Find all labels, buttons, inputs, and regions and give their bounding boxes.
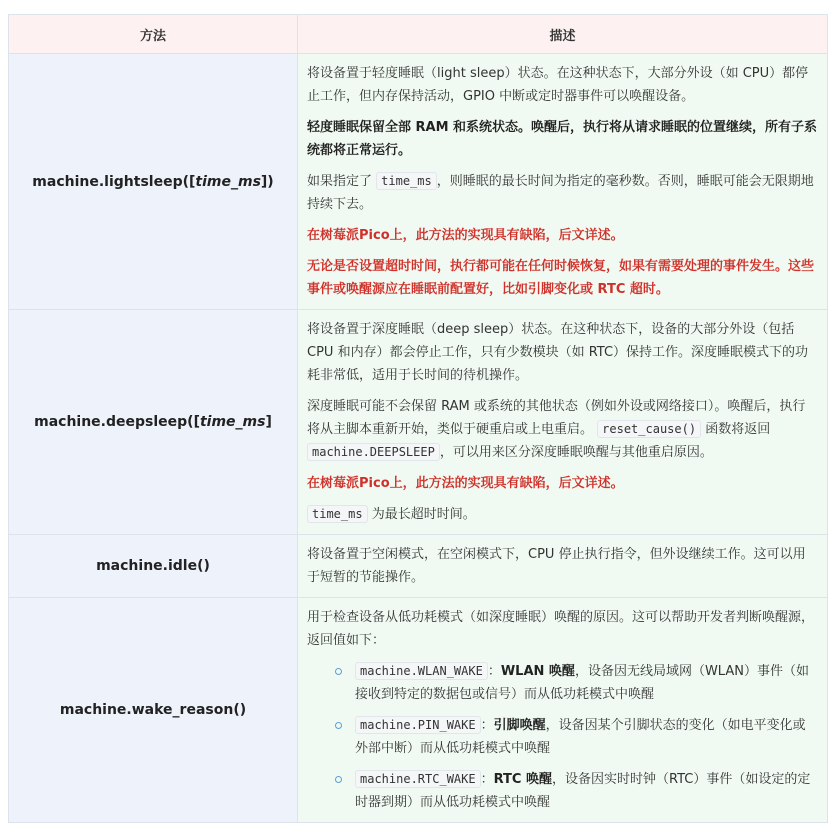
text: 函数将返回 [701, 422, 771, 437]
paragraph: 将设备置于深度睡眠（deep sleep）状态。在这种状态下，设备的大部分外设（包括 CPU 和内存）都会停止工作，只有少数模块（如 RTC）保持工作。深度睡眠模式下的功耗非常低，适用于长时间的待机操作。 [307, 322, 809, 383]
desc-wake-reason [298, 598, 828, 823]
desc-lightsleep [298, 54, 828, 310]
paragraph: 用于检查设备从低功耗模式（如深度睡眠）唤醒的原因。这可以帮助开发者判断唤醒源，返回值如下： [307, 610, 815, 648]
item-text: 设备因某个引脚状态的变化（如电平变化或外部中断）而从低功耗模式中唤醒 [355, 718, 806, 756]
warning-text: 在树莓派Pico上，此方法的实现具有缺陷，后文详述。 [307, 476, 624, 491]
method-arg: time_ms [195, 173, 261, 190]
table-row [9, 310, 828, 535]
paragraph [307, 170, 818, 216]
inline-code: reset_cause() [597, 420, 701, 438]
wake-reason-list [307, 660, 818, 814]
inline-code: machine.WLAN_WAKE [355, 662, 488, 680]
method-name: machine.deepsleep([ [34, 414, 200, 430]
bullet-icon [335, 776, 342, 783]
text: ，则睡眠的最长时间为指定的毫秒数。否则，睡眠可能会无限期地持续下去。 [307, 174, 814, 212]
item-text: 设备因无线局域网（WLAN）事件（如接收到特定的数据包或信号）而从低功耗模式中唤醒 [355, 664, 809, 702]
method-lightsleep [9, 54, 298, 310]
table-row [9, 598, 828, 823]
paragraph [307, 395, 818, 464]
inline-code: machine.RTC_WAKE [355, 770, 481, 788]
item-label: RTC 唤醒 [493, 772, 552, 787]
table-header-row [9, 15, 828, 54]
header-description: 描述 [298, 15, 828, 54]
inline-code: time_ms [376, 172, 437, 190]
text: 如果指定了 [307, 174, 377, 189]
header-method: 方法 [9, 15, 298, 54]
inline-code: time_ms [307, 505, 368, 523]
method-name: machine.lightsleep([ [32, 173, 196, 190]
text: 为最长超时时间。 [367, 507, 476, 522]
warning-text: 无论是否设置超时时间，执行都可能在任何时候恢复，如果有需要处理的事件发生。这些事件或唤醒源应在睡眠前配置好，比如引脚变化或 RTC 超时。 [307, 259, 815, 297]
paragraph [307, 503, 818, 526]
item-label: 引脚唤醒 [493, 718, 546, 733]
method-deepsleep [9, 310, 298, 535]
paragraph: 将设备置于轻度睡眠（light sleep）状态。在这种状态下，大部分外设（如 CPU）都停止工作，但内存保持活动，GPIO 中断或定时器事件可以唤醒设备。 [307, 66, 809, 104]
paragraph: 将设备置于空闲模式，在空闲模式下，CPU 停止执行指令，但外设继续工作。这可以用于短暂的节能操作。 [307, 547, 806, 585]
method-arg: time_ms [199, 414, 266, 430]
bold-paragraph: 轻度睡眠保留全部 RAM 和系统状态。唤醒后，执行将从请求睡眠的位置继续，所有子系统都将正常运行。 [307, 120, 818, 158]
inline-code: machine.PIN_WAKE [355, 716, 481, 734]
table-row [9, 535, 828, 598]
method-suffix: ]) [260, 173, 274, 190]
bullet-icon [335, 722, 342, 729]
list-item: machine.PIN_WAKE ：引脚唤醒，设备因某个引脚状态的变化（如电平变化或外部中断）而从低功耗模式中唤醒 [335, 714, 818, 760]
method-suffix: ] [265, 414, 272, 430]
warning-text: 在树莓派Pico上，此方法的实现具有缺陷，后文详述。 [307, 228, 624, 243]
list-item: machine.WLAN_WAKE ：WLAN 唤醒，设备因无线局域网（WLAN）事件（如接收到特定的数据包或信号）而从低功耗模式中唤醒 [335, 660, 818, 706]
text: ，可以用来区分深度睡眠唤醒与其他重启原因。 [439, 445, 713, 460]
inline-code: machine.DEEPSLEEP [307, 443, 440, 461]
item-label: WLAN 唤醒 [500, 664, 575, 679]
desc-deepsleep [298, 310, 828, 535]
desc-idle [298, 535, 828, 598]
bullet-icon [335, 668, 342, 675]
methods-table-container [8, 14, 827, 823]
methods-table [8, 14, 828, 823]
method-wake-reason: machine.wake_reason() [9, 598, 298, 823]
table-row [9, 54, 828, 310]
text: 深度睡眠可能不会保留 RAM 或系统的其他状态（例如外设或网络接口）。唤醒后，执行将从主脚本重新开始，类似于硬重启或上电重启。 [307, 399, 806, 437]
method-idle: machine.idle() [9, 535, 298, 598]
item-text: 设备因实时时钟（RTC）事件（如设定的定时器到期）而从低功耗模式中唤醒 [355, 772, 811, 810]
list-item: machine.RTC_WAKE ：RTC 唤醒，设备因实时时钟（RTC）事件（如设定的定时器到期）而从低功耗模式中唤醒 [335, 768, 818, 814]
